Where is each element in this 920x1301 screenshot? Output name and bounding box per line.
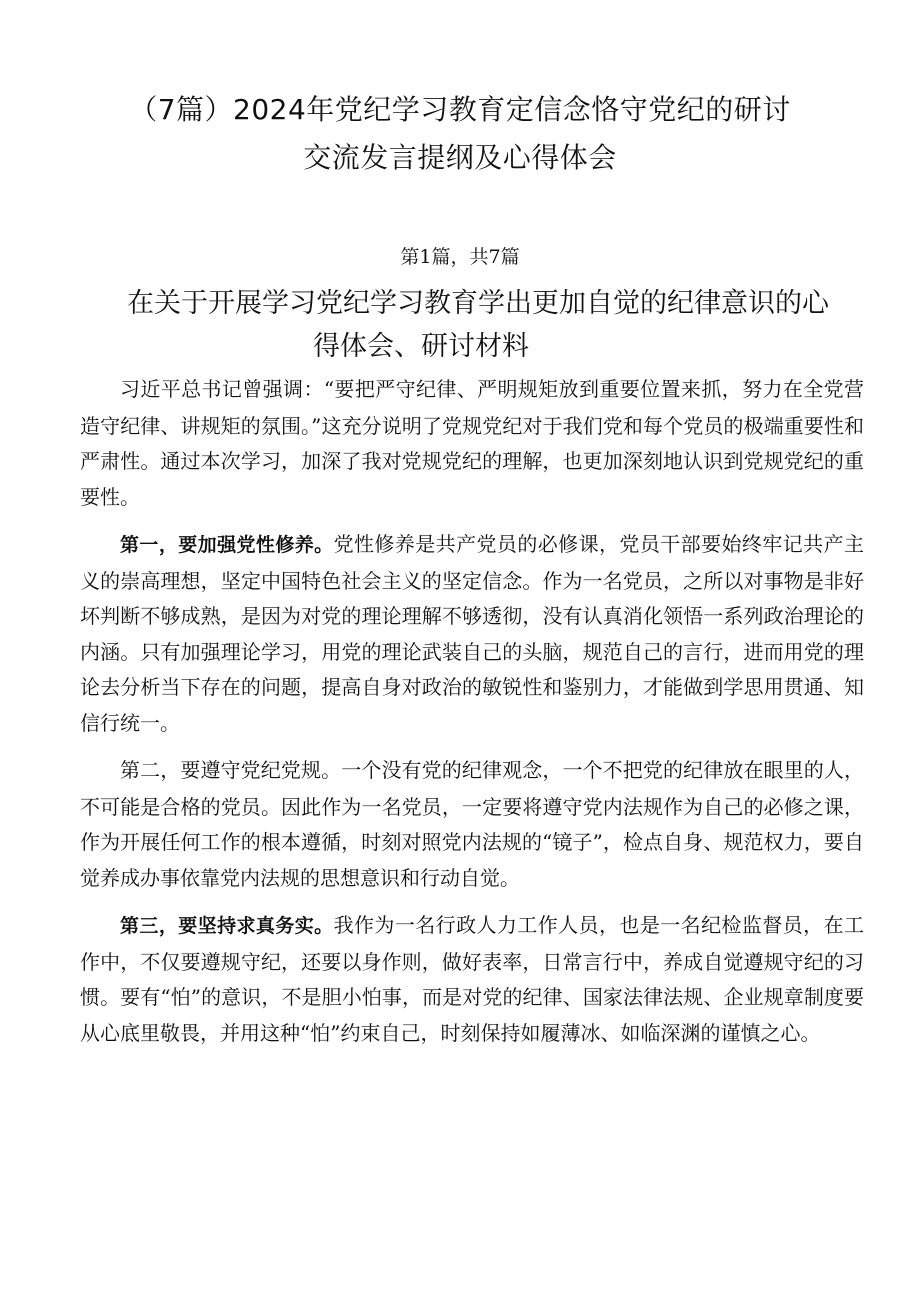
document-title-line-2: 交流发言提纲及心得体会	[303, 141, 617, 174]
paragraph-lead: 第一，要加强党性修养。	[120, 534, 334, 556]
paragraph-text: 习近平总书记曾强调：“要把严守纪律、严明规矩放到重要位置来抓，努力在全党营造守纪律、讲规矩的氛围。”这充分说明了党规党纪对于我们党和每个党员的极端重要性和严肃性。通过本次学习，加深了我对党规党纪的理解，也更加深刻地认识到党规党纪的重要性。	[80, 377, 864, 509]
section-title-line-1: 在关于开展学习党纪学习教育学出更加自觉的纪律意识的心	[127, 288, 829, 319]
part-counter: 第1篇，共7篇	[400, 246, 520, 268]
paragraph-text: 我作为一名行政人力工作人员，也是一名纪检监督员，在工作中，不仅要遵规守纪，还要以身作则，做好表率，日常言行中，养成自觉遵规守纪的习惯。要有“怕”的意识，不是胆小怕事，而是对党的纪律、国家法律法规、企业规章制度要从心底里敬畏，并用这种“怕”约束自己，时刻保持如履薄冰、如临深渊的谨慎之心。	[80, 913, 864, 1045]
paragraph	[80, 527, 864, 741]
section-title-line-2: 得体会、研讨材料	[313, 331, 529, 362]
paragraph-lead: 第三，要坚持求真务实。	[120, 915, 334, 937]
paragraph	[80, 372, 864, 515]
paragraph	[80, 908, 864, 1051]
document-title-line-1: （7篇）2024年党纪学习教育定信念恪守党纪的研讨	[129, 93, 791, 126]
paragraph-text: 党性修养是共产党员的必修课，党员干部要始终牢记共产主义的崇高理想，坚定中国特色社会主义的坚定信念。作为一名党员，之所以对事物是非好坏判断不够成熟，是因为对党的理论理解不够透彻，没有认真消化领悟一系列政治理论的内涵。只有加强理论学习，用党的理论武装自己的头脑，规范自己的言行，进而用党的理论去分析当下存在的问题，提高自身对政治的敏锐性和鉴别力，才能做到学思用贯通、知信行统一。	[80, 532, 864, 735]
paragraph-text: 第二，要遵守党纪党规。一个没有党的纪律观念，一个不把党的纪律放在眼里的人，不可能是合格的党员。因此作为一名党员，一定要将遵守党内法规作为自己的必修之课，作为开展任何工作的根本遵循，时刻对照党内法规的“镜子”，检点自身、规范权力，要自觉养成办事依靠党内法规的思想意识和行动自觉。	[80, 758, 864, 890]
body-text	[80, 372, 864, 1051]
paragraph	[80, 753, 864, 896]
